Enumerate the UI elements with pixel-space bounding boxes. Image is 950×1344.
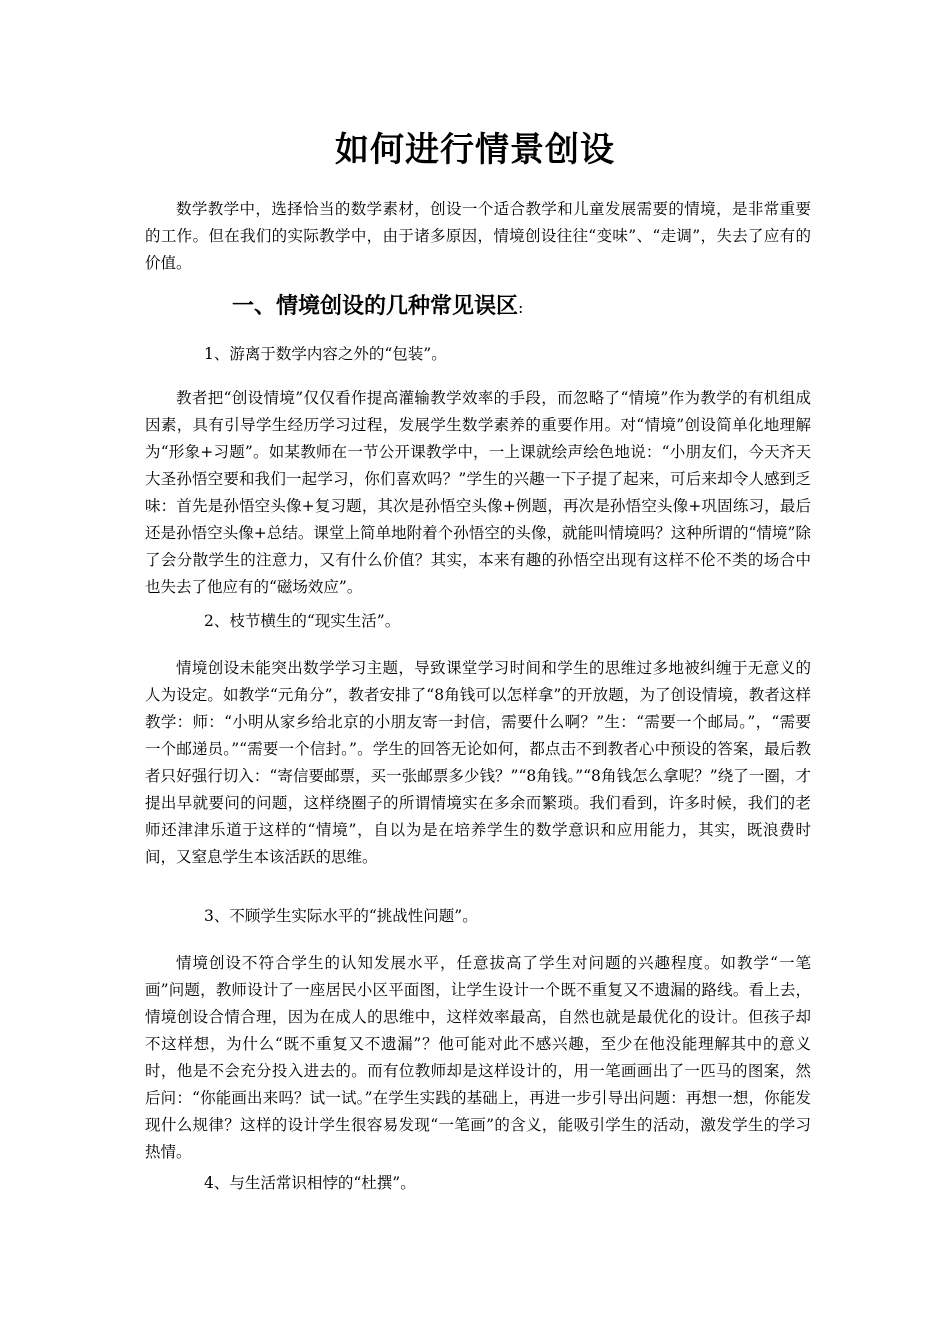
item-heading-2: 2、枝节横生的“现实生活”。 [204, 612, 401, 630]
page-title: 如何进行情景创设 [335, 130, 615, 170]
section-heading-text: 一、情境创设的几种常见误区 [232, 293, 519, 319]
item-paragraph-3: 情境创设不符合学生的认知发展水平，任意拔高了学生对问题的兴趣程度。如教学“一笔画”问题，教师设计了一座居民小区平面图，让学生设计一个既不重复又不遗漏的路线。看上去，情境创设合情合理，因为在成人的思维中，这样效率最高，自然也就是最优化的设计。但孩子却不这样想，为什么“既不重复又不遗漏”？他可能对此不感兴趣，至少在他没能理解其中的意义时，他是不会充分投入进去的。而有位教师却是这样设计的，用一笔画画出了一匹马的图案，然后问：“你能画出来吗？试一试。”在学生实践的基础上，再进一步引导出问题：再想一想，你能发现什么规律？这样的设计学生很容易发现“一笔画”的含义，能吸引学生的活动，激发学生的学习热情。 [145, 954, 811, 1161]
item-heading-3: 3、不顾学生实际水平的“挑战性问题”。 [204, 907, 478, 925]
intro-paragraph: 数学教学中，选择恰当的数学素材，创设一个适合教学和儿童发展需要的情境，是非常重要的工作。但在我们的实际教学中，由于诸多原因，情境创设往往“变味”、“走调”，失去了应有的价值。 [145, 200, 811, 272]
section-heading-colon: : [518, 298, 524, 317]
item-heading-4: 4、与生活常识相悖的“杜撰”。 [204, 1174, 416, 1192]
section-heading [232, 290, 523, 324]
item-paragraph-1: 教者把“创设情境”仅仅看作提高灌输教学效率的手段，而忽略了“情境”作为教学的有机组成因素，具有引导学生经历学习过程，发展学生数学素养的重要作用。对“情境”创设简单化地理解为“形象+习题”。如某教师在一节公开课教学中，一上课就绘声绘色地说：“小朋友们，今天齐天大圣孙悟空要和我们一起学习，你们喜欢吗？”学生的兴趣一下子提了起来，可后来却令人感到乏味：首先是孙悟空头像+复习题，其次是孙悟空头像+例题，再次是孙悟空头像+巩固练习，最后还是孙悟空头像+总结。课堂上简单地附着个孙悟空的头像，就能叫情境吗？这种所谓的“情境”除了会分散学生的注意力，又有什么价值？其实，本来有趣的孙悟空出现有这样不伦不类的场合中也失去了他应有的“磁场效应”。 [145, 389, 811, 596]
item-paragraph-2: 情境创设未能突出数学学习主题，导致课堂学习时间和学生的思维过多地被纠缠于无意义的人为设定。如教学“元角分”，教者安排了“8角钱可以怎样拿”的开放题，为了创设情境，教者这样教学：师：“小明从家乡给北京的小朋友寄一封信，需要什么啊？”生：“需要一个邮局。”，“需要一个邮递员。”“需要一个信封。”。学生的回答无论如何，都点击不到教者心中预设的答案，最后教者只好强行切入：“寄信要邮票，买一张邮票多少钱？”“8角钱。”“8角钱怎么拿呢？”绕了一圈，才提出早就要问的问题，这样绕圈子的所谓情境实在多余而繁琐。我们看到，许多时候，我们的老师还津津乐道于这样的“情境”，自以为是在培养学生的数学意识和应用能力，其实，既浪费时间，又窒息学生本该活跃的思维。 [145, 659, 811, 866]
item-heading-1: 1、游离于数学内容之外的“包装”。 [204, 345, 447, 363]
